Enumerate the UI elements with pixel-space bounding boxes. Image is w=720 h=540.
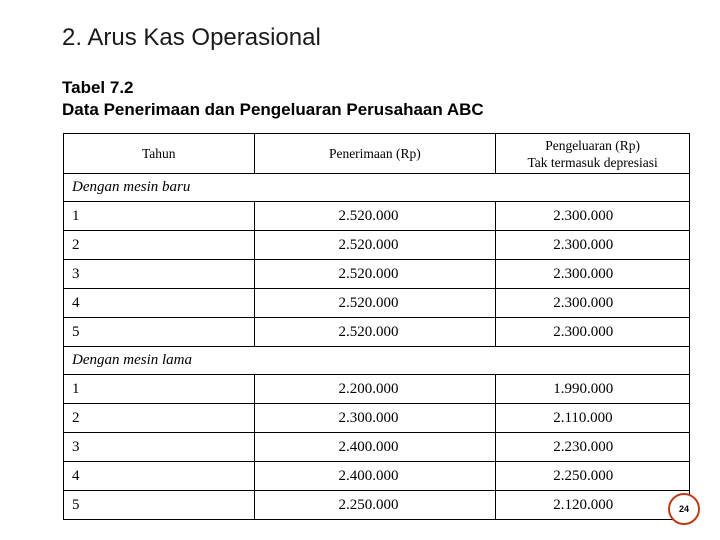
table-caption: [62, 77, 484, 121]
header-year: Tahun: [64, 134, 255, 174]
cell-year: 5: [64, 318, 255, 347]
table-row: [64, 404, 690, 433]
table-row: [64, 202, 690, 231]
cell-expense: 2.300.000: [496, 318, 690, 347]
cell-year: 2: [64, 404, 255, 433]
cell-expense: 2.250.000: [496, 462, 690, 491]
cell-income: 2.520.000: [254, 202, 496, 231]
cell-expense: 1.990.000: [496, 375, 690, 404]
table-row: [64, 462, 690, 491]
caption-number: Tabel 7.2: [62, 78, 134, 97]
table-row: [64, 433, 690, 462]
cell-income: 2.520.000: [254, 289, 496, 318]
caption-title: Data Penerimaan dan Pengeluaran Perusahaan ABC: [62, 100, 484, 119]
table-row: [64, 231, 690, 260]
cell-year: 4: [64, 289, 255, 318]
section-label: Dengan mesin lama: [64, 347, 690, 375]
cell-income: 2.520.000: [254, 260, 496, 289]
cell-expense: 2.230.000: [496, 433, 690, 462]
table-body: [64, 174, 690, 520]
cell-income: 2.400.000: [254, 462, 496, 491]
cell-year: 3: [64, 260, 255, 289]
table-row: [64, 260, 690, 289]
table-row: [64, 318, 690, 347]
header-expense-line2: Tak termasuk depresiasi: [527, 154, 658, 170]
cell-income: 2.520.000: [254, 231, 496, 260]
cell-year: 4: [64, 462, 255, 491]
header-expense-line1: Pengeluaran (Rp): [545, 137, 641, 153]
cell-year: 3: [64, 433, 255, 462]
cell-year: 2: [64, 231, 255, 260]
cell-year: 1: [64, 375, 255, 404]
table-header-row: [64, 134, 690, 174]
table-section-row: [64, 174, 690, 202]
page-number-badge: [668, 493, 700, 525]
cell-expense: 2.300.000: [496, 260, 690, 289]
table-section-row: [64, 347, 690, 375]
cell-income: 2.200.000: [254, 375, 496, 404]
cashflow-table: [63, 133, 690, 520]
slide-title: 2. Arus Kas Operasional: [62, 24, 321, 51]
cell-income: 2.300.000: [254, 404, 496, 433]
cell-year: 1: [64, 202, 255, 231]
cell-income: 2.250.000: [254, 491, 496, 520]
cell-expense: 2.110.000: [496, 404, 690, 433]
cell-year: 5: [64, 491, 255, 520]
header-income: Penerimaan (Rp): [254, 134, 496, 174]
cell-expense: 2.300.000: [496, 202, 690, 231]
cell-expense: 2.120.000: [496, 491, 690, 520]
table-row: [64, 375, 690, 404]
cell-expense: 2.300.000: [496, 231, 690, 260]
header-expense: [496, 134, 690, 174]
cell-income: 2.520.000: [254, 318, 496, 347]
cell-income: 2.400.000: [254, 433, 496, 462]
cell-expense: 2.300.000: [496, 289, 690, 318]
page-number: 24: [678, 504, 689, 514]
section-label: Dengan mesin baru: [64, 174, 690, 202]
table-row: [64, 491, 690, 520]
table-row: [64, 289, 690, 318]
